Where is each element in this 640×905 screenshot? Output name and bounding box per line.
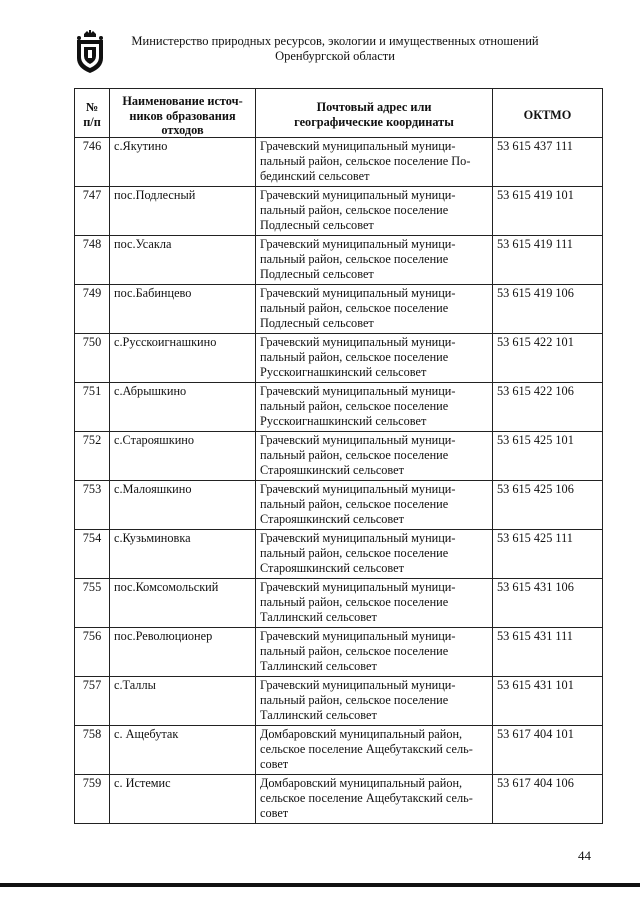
address-line: пальный район, сельское поселение	[260, 448, 449, 462]
table-row	[75, 187, 603, 236]
address-line: Грачевский муниципальный муници-	[260, 433, 456, 447]
page-number: 44	[578, 848, 591, 863]
oktmo-code: 53 615 425 106	[493, 481, 603, 530]
row-number: 750	[75, 334, 110, 383]
oktmo-code: 53 615 431 101	[493, 677, 603, 726]
address-line: пальный район, сельское поселение	[260, 546, 449, 560]
address-line: Старояшкинский сельсовет	[260, 512, 404, 526]
address-line: Грачевский муниципальный муници-	[260, 531, 456, 545]
source-name: пос.Революционер	[110, 628, 256, 677]
address-line: пальный район, сельское поселение	[260, 595, 449, 609]
source-name: с. Истемис	[110, 775, 256, 824]
address-line: Домбаровский муниципальный район,	[260, 776, 463, 790]
table-row	[75, 334, 603, 383]
source-name: с.Старояшкино	[110, 432, 256, 481]
oktmo-code: 53 615 431 106	[493, 579, 603, 628]
address-line: Подлесный сельсовет	[260, 267, 374, 281]
address-line: Грачевский муниципальный муници-	[260, 580, 456, 594]
header-name: Наименование источ- ников образования отходов	[110, 89, 256, 138]
address-cell	[256, 383, 493, 432]
row-number: 756	[75, 628, 110, 677]
source-name: пос.Бабинцево	[110, 285, 256, 334]
address-line: сельское поселение Ащебутакский сель-	[260, 742, 473, 756]
row-number: 757	[75, 677, 110, 726]
header-address: Почтовый адрес или географические координаты	[256, 89, 493, 138]
address-line: пальный район, сельское поселение	[260, 497, 449, 511]
address-line: Грачевский муниципальный муници-	[260, 482, 456, 496]
table-row	[75, 481, 603, 530]
row-number: 751	[75, 383, 110, 432]
address-cell	[256, 334, 493, 383]
table-row	[75, 579, 603, 628]
address-line: сельское поселение Ащебутакский сель-	[260, 791, 473, 805]
address-line: Таллинский сельсовет	[260, 610, 377, 624]
table-row	[75, 530, 603, 579]
address-line: Таллинский сельсовет	[260, 659, 377, 673]
address-line: пальный район, сельское поселение	[260, 252, 449, 266]
oktmo-code: 53 615 422 106	[493, 383, 603, 432]
ministry-line-2: Оренбургской области	[275, 49, 395, 63]
oktmo-code: 53 615 425 101	[493, 432, 603, 481]
address-cell	[256, 187, 493, 236]
address-line: Грачевский муниципальный муници-	[260, 629, 456, 643]
source-name: с.Кузьминовка	[110, 530, 256, 579]
address-line: Грачевский муниципальный муници-	[260, 139, 456, 153]
address-cell	[256, 579, 493, 628]
address-line: пальный район, сельское поселение	[260, 693, 449, 707]
address-cell	[256, 775, 493, 824]
address-line: Грачевский муниципальный муници-	[260, 286, 456, 300]
address-line: Старояшкинский сельсовет	[260, 463, 404, 477]
address-line: пальный район, сельское поселение	[260, 203, 449, 217]
row-number: 747	[75, 187, 110, 236]
address-line: пальный район, сельское поселение	[260, 399, 449, 413]
oktmo-code: 53 615 425 111	[493, 530, 603, 579]
address-line: пальный район, сельское поселение	[260, 301, 449, 315]
ministry-title	[110, 34, 560, 64]
header-num: № п/п	[75, 89, 110, 138]
address-line: пальный район, сельское поселение	[260, 644, 449, 658]
oktmo-code: 53 615 437 111	[493, 138, 603, 187]
address-line: пальный район, сельское поселение По-	[260, 154, 471, 168]
source-name: с. Ащебутак	[110, 726, 256, 775]
oktmo-code: 53 615 431 111	[493, 628, 603, 677]
row-number: 748	[75, 236, 110, 285]
table-row	[75, 726, 603, 775]
table-row	[75, 285, 603, 334]
address-line: Грачевский муниципальный муници-	[260, 384, 456, 398]
address-cell	[256, 677, 493, 726]
address-line: Подлесный сельсовет	[260, 218, 374, 232]
address-line: Подлесный сельсовет	[260, 316, 374, 330]
oktmo-code: 53 615 422 101	[493, 334, 603, 383]
row-number: 752	[75, 432, 110, 481]
address-line: Русскоигнашкинский сельсовет	[260, 414, 427, 428]
header-oktmo: ОКТМО	[493, 89, 603, 138]
table-row	[75, 775, 603, 824]
waste-sources-table	[74, 88, 603, 824]
address-line: Русскоигнашкинский сельсовет	[260, 365, 427, 379]
table-row	[75, 628, 603, 677]
row-number: 758	[75, 726, 110, 775]
row-number: 759	[75, 775, 110, 824]
address-line: Грачевский муниципальный муници-	[260, 678, 456, 692]
address-line: Домбаровский муниципальный район,	[260, 727, 463, 741]
row-number: 753	[75, 481, 110, 530]
ministry-line-1: Министерство природных ресурсов, экологии и имущественных отношений	[131, 34, 539, 48]
row-number: 746	[75, 138, 110, 187]
oktmo-code: 53 617 404 106	[493, 775, 603, 824]
table-row	[75, 138, 603, 187]
address-cell	[256, 481, 493, 530]
source-name: пос.Комсомольский	[110, 579, 256, 628]
address-line: Грачевский муниципальный муници-	[260, 237, 456, 251]
row-number: 754	[75, 530, 110, 579]
oktmo-code: 53 615 419 111	[493, 236, 603, 285]
oktmo-code: 53 617 404 101	[493, 726, 603, 775]
address-cell	[256, 285, 493, 334]
table-row	[75, 677, 603, 726]
address-cell	[256, 138, 493, 187]
source-name: с.Якутино	[110, 138, 256, 187]
source-name: пос.Подлесный	[110, 187, 256, 236]
address-line: совет	[260, 806, 289, 820]
table-header-row	[75, 89, 603, 138]
row-number: 749	[75, 285, 110, 334]
address-cell	[256, 726, 493, 775]
address-line: совет	[260, 757, 289, 771]
source-name: с.Таллы	[110, 677, 256, 726]
address-line: пальный район, сельское поселение	[260, 350, 449, 364]
address-cell	[256, 628, 493, 677]
table-row	[75, 236, 603, 285]
address-cell	[256, 236, 493, 285]
address-line: Старояшкинский сельсовет	[260, 561, 404, 575]
source-name: пос.Усакла	[110, 236, 256, 285]
oktmo-code: 53 615 419 106	[493, 285, 603, 334]
table-row	[75, 383, 603, 432]
row-number: 755	[75, 579, 110, 628]
coat-of-arms-icon	[74, 30, 106, 74]
address-line: Грачевский муниципальный муници-	[260, 335, 456, 349]
table-row	[75, 432, 603, 481]
source-name: с.Малояшкино	[110, 481, 256, 530]
address-line: бединский сельсовет	[260, 169, 370, 183]
source-name: с.Русскоигнашкино	[110, 334, 256, 383]
page-header	[0, 30, 640, 80]
oktmo-code: 53 615 419 101	[493, 187, 603, 236]
address-line: Таллинский сельсовет	[260, 708, 377, 722]
address-line: Грачевский муниципальный муници-	[260, 188, 456, 202]
source-name: с.Абрышкино	[110, 383, 256, 432]
bottom-rule	[0, 883, 640, 887]
address-cell	[256, 530, 493, 579]
address-cell	[256, 432, 493, 481]
